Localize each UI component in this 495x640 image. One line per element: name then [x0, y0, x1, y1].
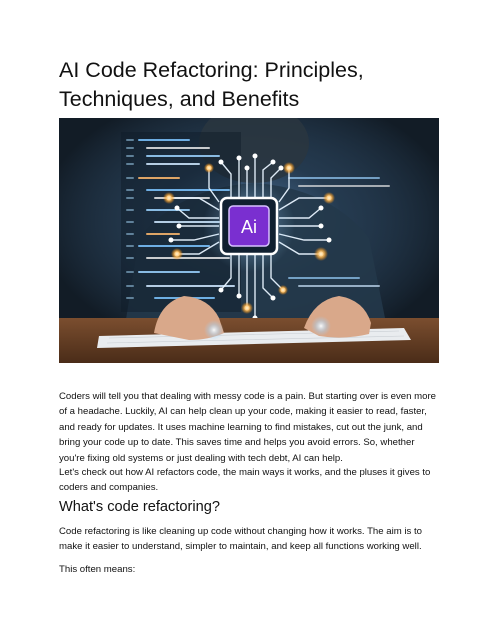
- chip-label: Ai: [240, 217, 258, 237]
- list-intro-paragraph: This often means:: [59, 564, 136, 575]
- article-title: AI Code Refactoring: Principles, Techniques, and Benefits: [59, 58, 364, 111]
- ai-chip-illustration: [59, 118, 439, 363]
- section-heading: What's code refactoring?: [59, 499, 220, 515]
- hero-image: [59, 118, 439, 363]
- overview-paragraph: Let's check out how AI refactors code, the main ways it works, and the pluses it gives to coders and companies.: [59, 467, 431, 494]
- definition-paragraph: Code refactoring is like cleaning up code without changing how it works. The aim is to make it easier to understand, simpler to maintain, and keep all functions working well.: [59, 526, 422, 553]
- intro-paragraph: Coders will tell you that dealing with messy code is a pain. But starting over is even more of a headache. Luckily, AI can help clean up your code, making it easier to read, faster, and ready for updates. It uses machine learning to find mistakes, cut out the junk, and bring your code up to date. This saves time and helps you avoid errors. So, whether you're fixing old systems or just dealing with tech debt, AI can help.: [59, 391, 436, 464]
